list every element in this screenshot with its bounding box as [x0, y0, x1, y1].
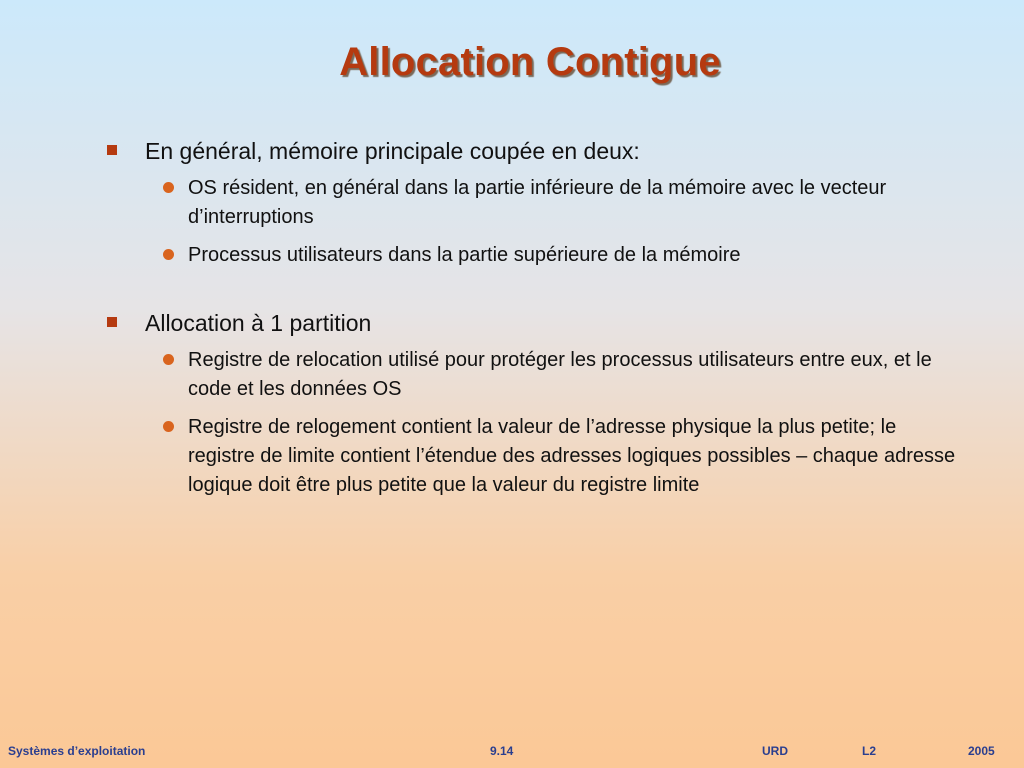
dot-bullet-icon [163, 249, 174, 260]
bullet-text: Allocation à 1 partition [145, 310, 372, 336]
bullet-level2 [105, 413, 968, 500]
bullet-level1 [105, 136, 985, 166]
square-bullet-icon [107, 145, 117, 155]
slide-content [105, 136, 985, 538]
footer-year: 2005 [968, 744, 995, 758]
footer-institution: URD [762, 744, 788, 758]
bullet-text: Registre de relocation utilisé pour protéger les processus utilisateurs entre eux, et le code et les données OS [188, 349, 932, 400]
slide-title: Allocation Contigue [339, 40, 721, 84]
footer-level: L2 [862, 744, 877, 758]
square-bullet-icon [107, 317, 117, 327]
bullet-level1 [105, 308, 985, 338]
bullet-level2 [105, 241, 968, 270]
dot-bullet-icon [163, 182, 174, 193]
bullet-level2 [105, 174, 968, 232]
bullet-text: Processus utilisateurs dans la partie supérieure de la mémoire [188, 244, 741, 266]
bullet-text: En général, mémoire principale coupée en deux: [145, 138, 640, 164]
dot-bullet-icon [163, 354, 174, 365]
dot-bullet-icon [163, 421, 174, 432]
footer-course-title: Systèmes d’exploitation [8, 744, 146, 758]
footer-page-number: 9.14 [490, 744, 514, 758]
bullet-text: Registre de relogement contient la valeur de l’adresse physique la plus petite; le registre de limite contient l’étendue des adresses logiques possibles – chaque adresse logique doit être plus petite que la valeur du registre limite [188, 416, 956, 496]
section-single-partition [105, 308, 985, 500]
bullet-text: OS résident, en général dans la partie inférieure de la mémoire avec le vecteur d’interruptions [188, 177, 887, 228]
section-memory-split [105, 136, 985, 270]
bullet-level2 [105, 346, 968, 404]
